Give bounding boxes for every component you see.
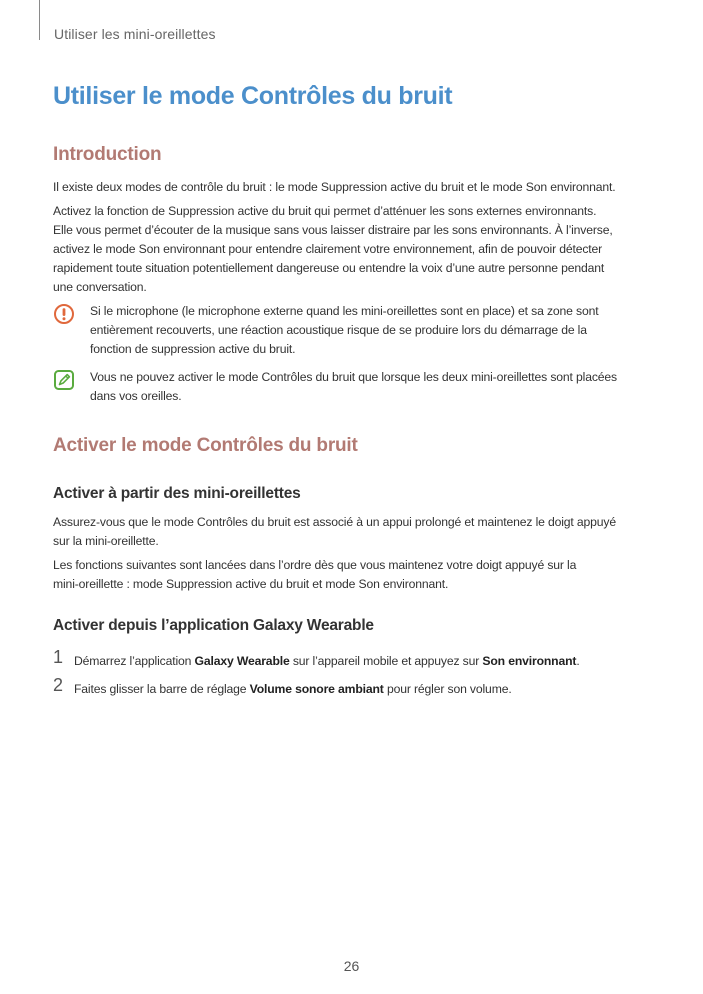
tip-text [90, 368, 645, 406]
activate-heading: Activer le mode Contrôles du bruit [53, 435, 358, 456]
menu-option-bold: Son environnant [482, 654, 577, 668]
step-text [74, 652, 580, 671]
earbuds-p1-line: sur la mini-oreillette. [53, 534, 159, 548]
step-text [74, 680, 512, 699]
earbuds-paragraph-2 [53, 556, 653, 594]
step-text-part: sur l’appareil mobile et appuyez sur [289, 654, 483, 668]
step-text-part: Démarrez l’application [74, 654, 195, 668]
exclamation-circle-icon [53, 303, 75, 325]
earbuds-p1-line: Assurez-vous que le mode Contrôles du bruit est associé à un appui prolongé et maintenez le doigt appuyé [53, 515, 616, 529]
step-number: 1 [53, 647, 63, 667]
app-name-bold: Galaxy Wearable [194, 654, 290, 668]
tip-line: Vous ne pouvez activer le mode Contrôles du bruit que lorsque les deux mini-oreillettes sont placées [90, 370, 617, 384]
caution-line: Si le microphone (le microphone externe quand les mini-oreillettes sont en place) et sa zone sont [90, 304, 599, 318]
slider-name-bold: Volume sonore ambiant [249, 682, 384, 696]
step-text-part: . [576, 654, 580, 668]
caution-line: entièrement recouverts, une réaction acoustique risque de se produire lors du démarrage de la [90, 323, 587, 337]
caution-line: fonction de suppression active du bruit. [90, 342, 296, 356]
intro-p2-line: Activez la fonction de Suppression active du bruit qui permet d’atténuer les sons externes environnants. [53, 204, 597, 218]
tip-line: dans vos oreilles. [90, 389, 182, 403]
from-earbuds-heading: Activer à partir des mini-oreillettes [53, 485, 301, 502]
caution-text [90, 302, 645, 359]
step-text-part: Faites glisser la barre de réglage [74, 682, 250, 696]
page-number: 26 [343, 958, 360, 974]
earbuds-p2-line: Les fonctions suivantes sont lancées dans l’ordre dès que vous maintenez votre doigt appuyé sur la [53, 558, 577, 572]
intro-paragraph-1: Il existe deux modes de contrôle du bruit : le mode Suppression active du bruit et le mode Son environnant. [53, 180, 616, 194]
pencil-note-icon [53, 369, 75, 391]
intro-p2-line: activez le mode Son environnant pour entendre clairement votre environnement, afin de pouvoir détecter [53, 242, 603, 256]
header-divider [39, 0, 40, 40]
step-text-part: pour régler son volume. [383, 682, 512, 696]
earbuds-p2-line: mini-oreillette : mode Suppression active du bruit et mode Son environnant. [53, 577, 449, 591]
intro-paragraph-2 [53, 202, 653, 297]
intro-p2-line: Elle vous permet d’écouter de la musique sans vous laisser distraire par les sons environnants. À l’inverse, [53, 223, 613, 237]
running-header: Utiliser les mini-oreillettes [54, 26, 216, 42]
from-app-heading: Activer depuis l’application Galaxy Wearable [53, 617, 374, 634]
earbuds-paragraph-1 [53, 513, 653, 551]
step-number: 2 [53, 675, 63, 695]
page-title: Utiliser le mode Contrôles du bruit [53, 82, 453, 110]
intro-p2-line: une conversation. [53, 280, 147, 294]
introduction-heading: Introduction [53, 144, 162, 165]
intro-p2-line: rapidement toute situation potentiellement dangereuse ou entendre la voix d’une autre personne pendant [53, 261, 605, 275]
